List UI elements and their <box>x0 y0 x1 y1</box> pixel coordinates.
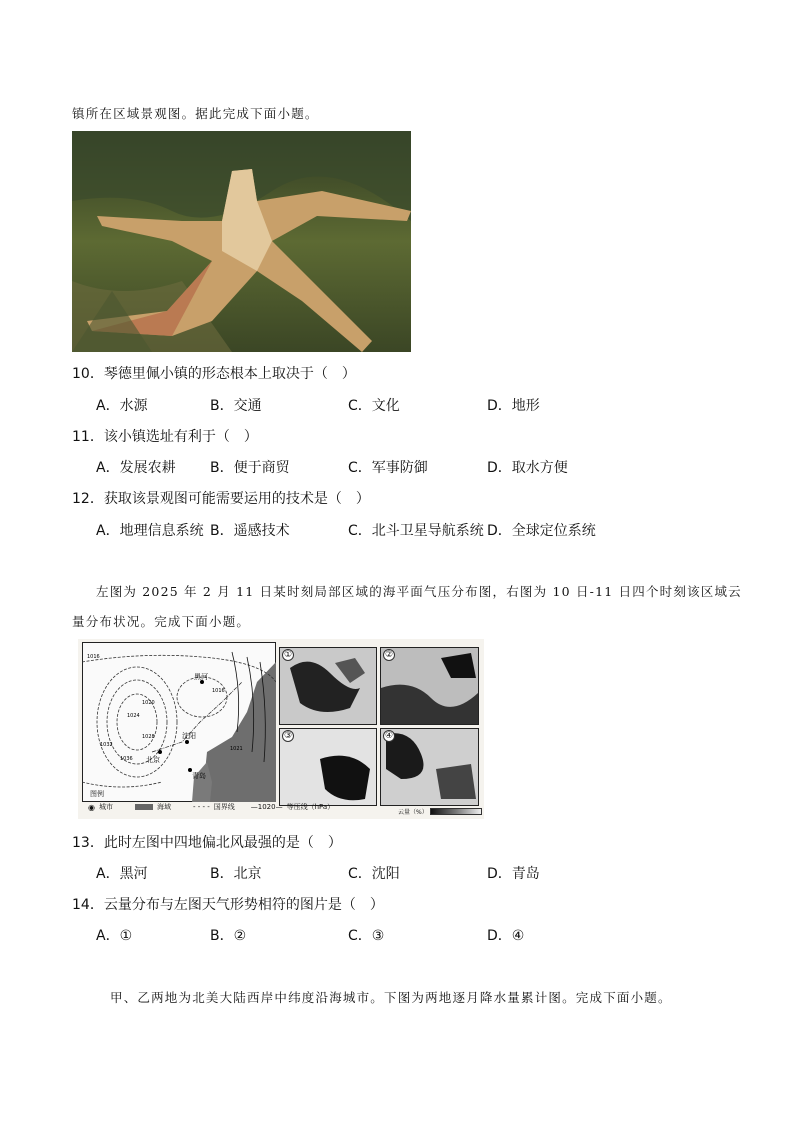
town-aerial-photo <box>72 131 411 352</box>
isobar-label: 1016 <box>212 688 225 694</box>
isobar-label: 1032 <box>100 742 113 748</box>
city-label-shenyang: 沈阳 <box>182 732 196 740</box>
legend-sea: 海域 <box>156 803 171 811</box>
option-13-a: A．黑河 <box>96 866 148 882</box>
option-14-c: C．③ <box>348 928 385 944</box>
option-14-a: A．① <box>96 928 133 944</box>
intro-text-3: 甲、乙两地为北美大陆西岸中纬度沿海城市。下图为两地逐月降水量累计图。完成下面小题。 <box>110 990 672 1005</box>
cloud-panel-2 <box>380 647 479 725</box>
cloud-legend <box>398 807 482 816</box>
question-12: 12．获取该景观图可能需要运用的技术是（ ） <box>72 491 370 507</box>
city-label-beijing: 北京 <box>146 756 160 764</box>
isobar-map <box>82 642 276 802</box>
intro-text: 镇所在区域景观图。据此完成下面小题。 <box>72 106 319 121</box>
cloud-panel-1 <box>279 647 377 725</box>
option-14-d: D．④ <box>487 928 525 944</box>
intro-text-2b: 量分布状况。完成下面小题。 <box>72 614 251 629</box>
question-14: 14．云量分布与左图天气形势相符的图片是（ ） <box>72 897 384 913</box>
option-10-a: A．水源 <box>96 398 148 414</box>
city-label-heihe: 黑河 <box>194 673 208 681</box>
cloud-legend-label: 云量（%） <box>398 809 428 816</box>
legend-isobar: 等压线（hPa） <box>286 803 335 811</box>
cloud-panel-3 <box>279 728 377 806</box>
legend-border: 国界线 <box>213 803 235 811</box>
question-10: 10．琴德里佩小镇的形态根本上取决于（ ） <box>72 366 356 382</box>
option-12-d: D．全球定位系统 <box>487 523 596 539</box>
isobar-label: 1028 <box>142 734 155 740</box>
panel-number: ③ <box>283 731 293 741</box>
question-13: 13．此时左图中四地偏北风最强的是（ ） <box>72 835 342 851</box>
option-13-c: C．沈阳 <box>348 866 400 882</box>
panel-number: ① <box>283 650 293 660</box>
cloud-panel-4 <box>380 728 479 806</box>
option-11-a: A．发展农耕 <box>96 460 176 476</box>
option-12-b: B．遥感技术 <box>210 523 290 539</box>
option-11-c: C．军事防御 <box>348 460 428 476</box>
city-label-qingdao: 青岛 <box>192 772 206 780</box>
option-10-b: B．交通 <box>210 398 262 414</box>
option-12-c: C．北斗卫星导航系统 <box>348 523 484 539</box>
legend-row: ◉ 城市 海域 - - - - 国界线 —1020— 等压线（hPa） <box>88 802 335 812</box>
isobar-label: 1024 <box>127 713 140 719</box>
option-11-b: B．便于商贸 <box>210 460 290 476</box>
weather-figure <box>78 639 484 819</box>
question-11: 11．该小镇选址有利于（ ） <box>72 429 258 445</box>
option-12-a: A．地理信息系统 <box>96 523 204 539</box>
isobar-label: 1036 <box>120 756 133 762</box>
panel-number: ④ <box>384 731 394 741</box>
isobar-label: 1021 <box>230 746 243 752</box>
isobar-label: 1020 <box>142 700 155 706</box>
option-13-d: D．青岛 <box>487 866 540 882</box>
legend-title: 图例 <box>90 790 104 798</box>
intro-text-2: 左图为 2025 年 2 月 11 日某时刻局部区域的海平面气压分布图，右图为 10 日-11 日四个时刻该区域云 <box>96 584 742 599</box>
option-10-c: C．文化 <box>348 398 400 414</box>
isobar-label: 1016 <box>87 654 100 660</box>
panel-number: ② <box>384 650 394 660</box>
option-13-b: B．北京 <box>210 866 262 882</box>
legend-city: 城市 <box>98 803 113 811</box>
option-10-d: D．地形 <box>487 398 540 414</box>
option-11-d: D．取水方便 <box>487 460 568 476</box>
option-14-b: B．② <box>210 928 247 944</box>
